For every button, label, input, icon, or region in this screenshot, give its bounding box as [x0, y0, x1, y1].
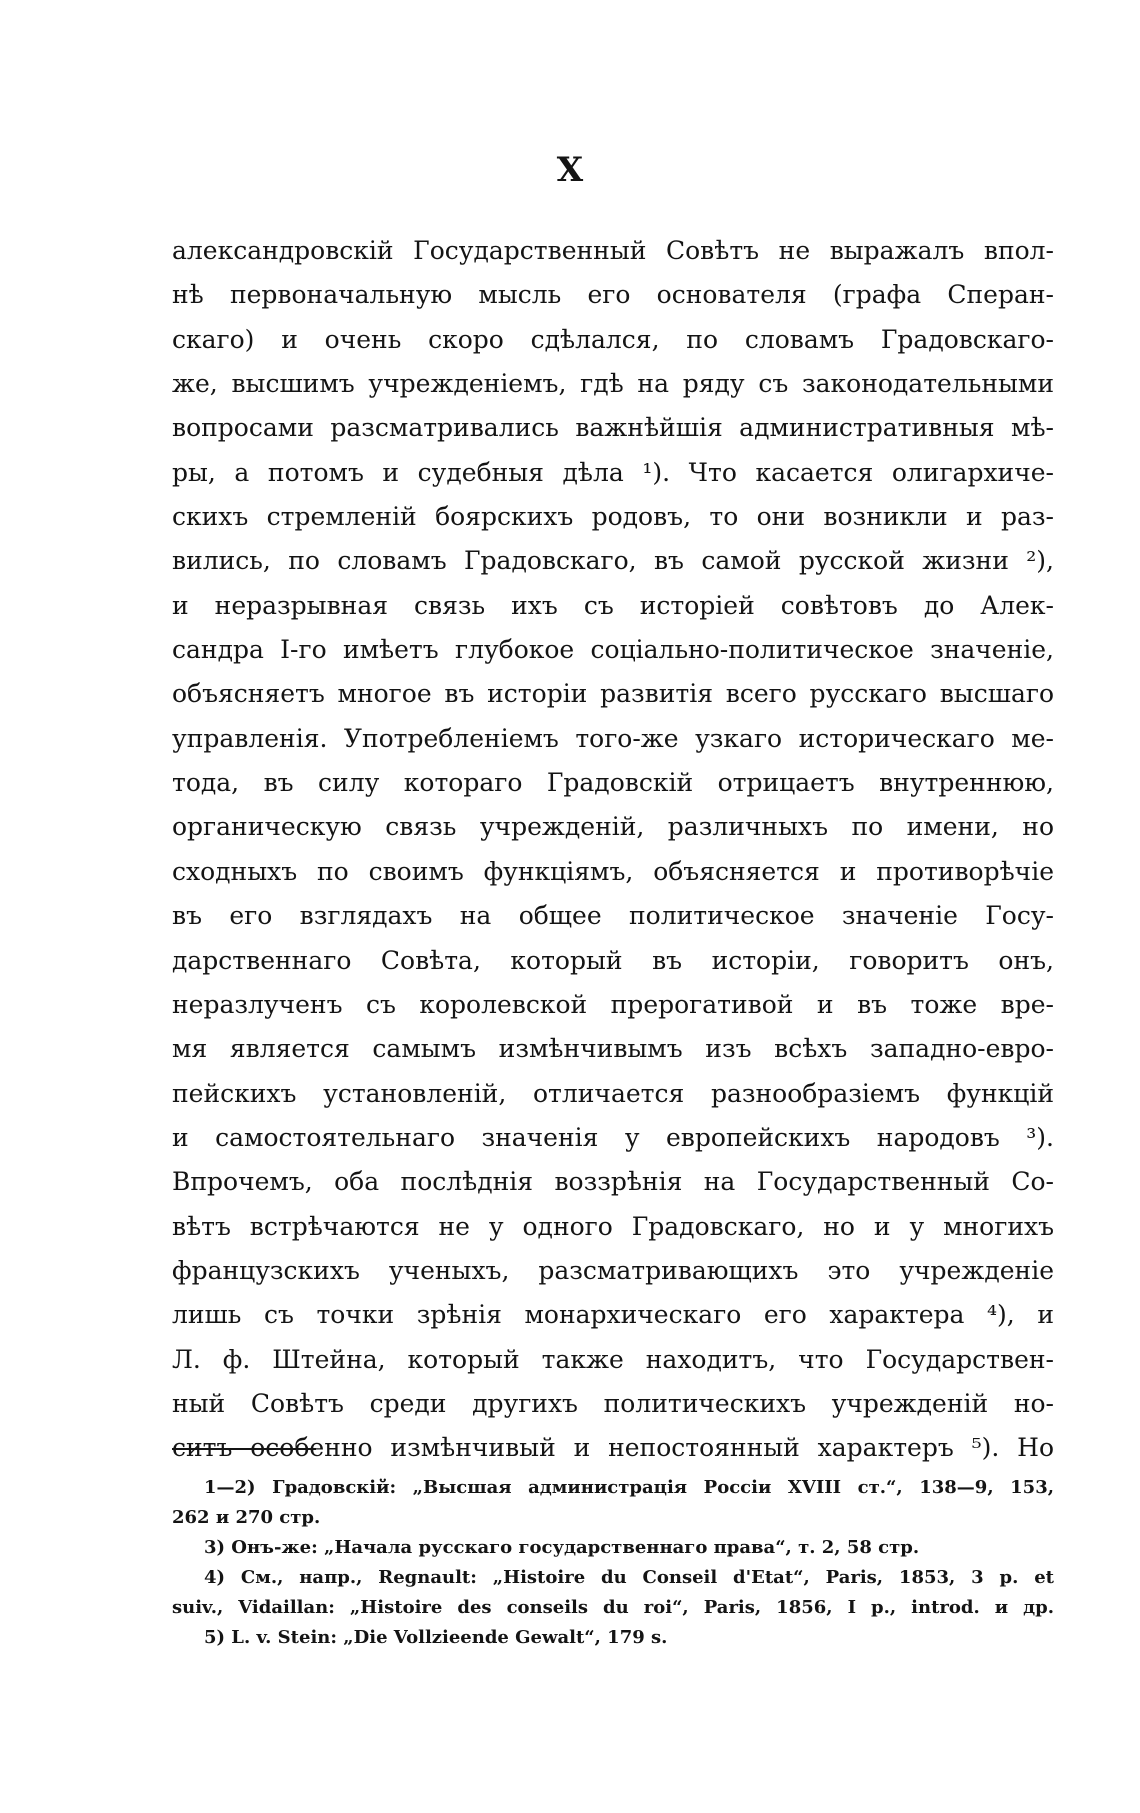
body-line: тода, въ силу котораго Градовскій отрицаетъ внутреннюю, [172, 768, 1054, 798]
body-line: александровскій Государственный Совѣтъ не выражалъ впол- [172, 236, 1054, 265]
footnote-line: 5) L. v. Stein: „Die Vollzieende Gewalt“, 179 s. [204, 1627, 668, 1648]
body-line: мя является самымъ измѣнчивымъ изъ всѣхъ западно-евро- [172, 1034, 1054, 1064]
body-line: Впрочемъ, оба послѣднія воззрѣнія на Государственный Со- [172, 1167, 1054, 1197]
body-line: и самостоятельнаго значенія у европейскихъ народовъ ³). [172, 1122, 1054, 1152]
body-line: вѣтъ встрѣчаются не у одного Градовскаго, но и у многихъ [172, 1211, 1054, 1241]
body-line: вились, по словамъ Градовскаго, въ самой русской жизни ²), [172, 546, 1054, 576]
footnote-line: 4) См., напр., Regnault: „Histoire du Conseil d'Etat“, Paris, 1853, 3 p. et [204, 1567, 1054, 1588]
footnote-line: 3) Онъ-же: „Начала русскаго государственнаго права“, т. 2, 58 стр. [204, 1537, 920, 1558]
body-line: нѣ первоначальную мысль его основателя (графа Сперан- [172, 280, 1054, 310]
footnote-divider [172, 1448, 316, 1450]
body-line: и неразрывная связь ихъ съ исторіей совѣтовъ до Алек- [172, 590, 1054, 620]
body-line: французскихъ ученыхъ, разсматривающихъ это учрежденіе [172, 1255, 1054, 1285]
body-line: Л. ф. Штейна, который также находитъ, что Государствен- [172, 1344, 1054, 1374]
body-line: неразлученъ съ королевской прерогативой и въ тоже вре- [172, 989, 1054, 1019]
footnote-line: 1—2) Градовскій: „Высшая администрація Россіи XVIII ст.“, 138—9, 153, [204, 1477, 1054, 1498]
body-line: ры, а потомъ и судебныя дѣла ¹). Что касается олигархиче- [172, 457, 1054, 487]
body-line: скихъ стремленій боярскихъ родовъ, то они возникли и раз- [172, 502, 1054, 532]
body-line: вопросами разсматривались важнѣйшія административныя мѣ- [172, 413, 1054, 443]
footnote-line: 262 и 270 стр. [172, 1507, 321, 1528]
body-text [172, 229, 1054, 1471]
body-line: лишь съ точки зрѣнія монархическаго его характера ⁴), и [172, 1300, 1054, 1330]
body-line: управленія. Употребленіемъ того-же узкаго историческаго ме- [172, 723, 1054, 753]
body-line: же, высшимъ учрежденіемъ, гдѣ на ряду съ законодательными [172, 369, 1054, 399]
body-line: объясняетъ многое въ исторіи развитія всего русскаго высшаго [172, 679, 1054, 709]
body-line: въ его взглядахъ на общее политическое значеніе Госу- [172, 901, 1054, 931]
body-line: ный Совѣтъ среди другихъ политическихъ учрежденій но- [172, 1388, 1054, 1418]
body-line: органическую связь учрежденій, различныхъ по имени, но [172, 812, 1054, 842]
body-line: ситъ особенно измѣнчивый и непостоянный характеръ ⁵). Но [172, 1433, 1054, 1463]
body-line: сходныхъ по своимъ функціямъ, объясняется и противорѣчіе [172, 856, 1054, 886]
body-line: пейскихъ установленій, отличается разнообразіемъ функцій [172, 1078, 1054, 1108]
footnotes [172, 1473, 1054, 1653]
footnote-line: suiv., Vidaillan: „Histoire des conseils du roi“, Paris, 1856, I p., introd. и др. [172, 1597, 1054, 1618]
body-line: скаго) и очень скоро сдѣлался, по словамъ Градовскаго- [172, 324, 1054, 354]
body-line: дарственнаго Совѣта, который въ исторіи, говоритъ онъ, [172, 945, 1054, 975]
page-number: X [556, 150, 584, 190]
body-line: сандра I-го имѣетъ глубокое соціально-политическое значеніе, [172, 635, 1054, 665]
